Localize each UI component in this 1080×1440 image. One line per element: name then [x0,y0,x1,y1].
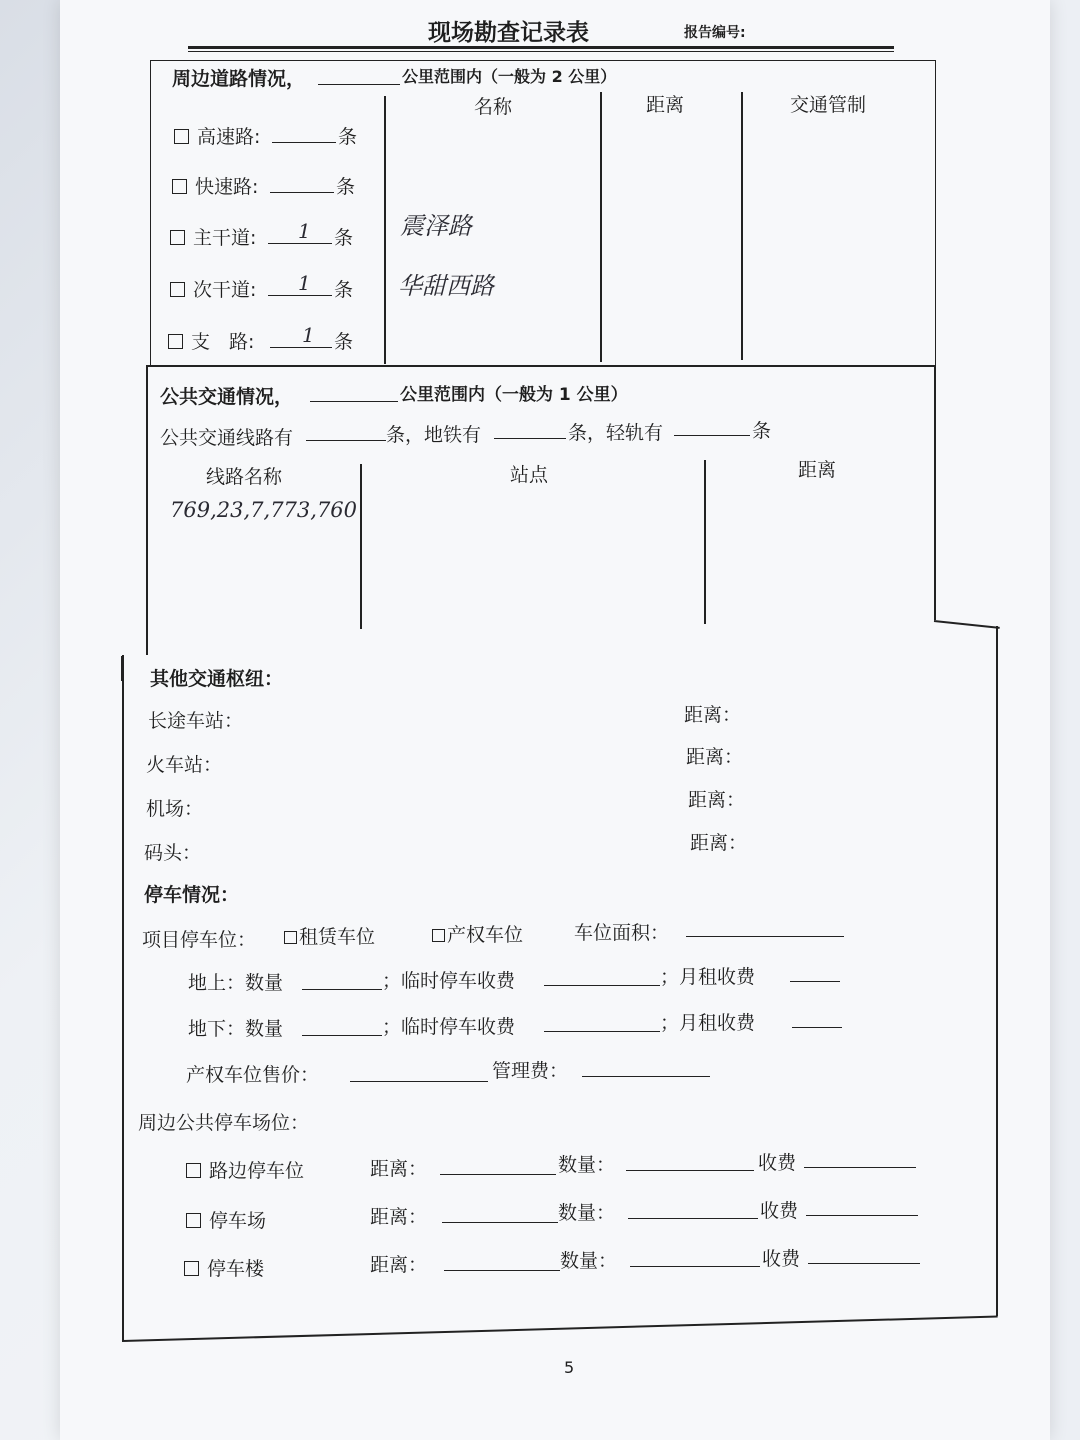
parking-area-label: 车位面积： [574,922,670,944]
public-count-blank [628,1218,758,1219]
public-item-label: 停车楼 [207,1258,265,1280]
underground-temp-fee-blank [544,1031,660,1032]
rent-option [284,922,375,949]
bus-lines-blank [306,440,386,441]
property-option-label: 产权车位 [447,924,524,946]
handwritten-road-name-1: 震泽路 [400,212,472,240]
underground-temp-fee-label: ；临时停车收费 [382,1016,516,1038]
outer-left-upper [146,365,148,655]
public-row-garage [184,1254,264,1281]
public-row-lot [186,1206,266,1233]
road-row-expressway [172,172,258,199]
road-value: 1 [302,323,315,347]
public-distance-label: 距离： [370,1254,428,1276]
public-fee-blank [808,1263,920,1264]
public-count-label: 数量： [558,1154,616,1176]
road-col-distance: 距离 [646,94,685,116]
road-range-blank [318,84,400,85]
road-blank [268,295,332,296]
checkbox[interactable] [170,230,185,245]
road-blank [270,192,334,193]
underground-count-blank [302,1035,382,1036]
mgmt-fee-label: 管理费： [492,1060,569,1082]
property-option [432,920,523,947]
transit-lines-text-3: 条，轻轨有 [568,422,664,444]
project-parking-label: 项目停车位： [142,929,257,951]
road-blank [268,243,332,244]
underground-monthly-fee-label: ；月租收费 [660,1012,756,1034]
transit-lines-text-4: 条 [752,420,772,442]
mgmt-fee-blank [582,1076,710,1077]
road-unit: 条 [334,227,354,249]
public-fee-label: 收费 [762,1248,801,1270]
hub-train-station: 火车站： [146,754,223,776]
light-rail-blank [674,435,750,436]
road-label: 主干道: [193,227,257,249]
checkbox[interactable] [170,282,185,297]
parking-heading: 停车情况： [144,884,240,906]
road-value: 1 [298,219,311,243]
hub-distance-label: 距离： [686,746,744,768]
ground-monthly-fee-blank [790,981,840,982]
ground-temp-fee-label: ；临时停车收费 [382,970,516,992]
road-row-secondary [170,275,256,302]
public-count-blank [630,1266,760,1267]
road-blank [270,347,332,348]
road-unit: 条 [334,331,354,353]
checkbox[interactable] [174,129,189,144]
transit-lines-text-1: 公共交通线路有 [160,427,294,449]
sale-price-label: 产权车位售价： [186,1064,320,1086]
checkbox[interactable] [186,1163,201,1178]
rent-option-label: 租赁车位 [299,926,376,948]
checkbox[interactable] [432,929,445,942]
transit-col-station: 站点 [510,464,549,486]
underground-monthly-fee-blank [792,1027,842,1028]
hub-long-distance-bus: 长途车站： [148,710,244,732]
road-col-traffic: 交通管制 [790,94,867,116]
checkbox[interactable] [284,931,297,944]
outer-right-upper [934,365,936,620]
road-blank [272,142,336,143]
hub-distance-label: 距离： [688,789,746,811]
road-divider-2 [600,92,602,362]
checkbox[interactable] [168,334,183,349]
road-label: 快速路: [195,176,259,198]
transit-heading-prefix: 公共交通情况， [160,386,294,408]
road-divider-3 [741,92,743,360]
public-distance-blank [440,1174,556,1175]
road-row-arterial [170,223,256,250]
road-heading-prefix: 周边道路情况， [172,68,306,90]
hub-distance-label: 距离： [684,704,742,726]
road-row-branch [168,327,254,354]
ground-monthly-fee-label: ；月租收费 [660,966,756,988]
sale-price-blank [350,1081,488,1082]
public-fee-label: 收费 [758,1152,797,1174]
checkbox[interactable] [186,1213,201,1228]
road-col-name: 名称 [474,96,513,118]
ground-count-blank [302,989,382,990]
public-fee-blank [804,1167,916,1168]
handwritten-routes: 769,23,7,773,760 [170,498,358,522]
checkbox[interactable] [172,179,187,194]
page-number: 5 [564,1358,575,1377]
header-rule-thin [188,51,894,52]
hubs-heading: 其他交通枢纽： [150,668,284,690]
public-distance-blank [444,1270,560,1271]
public-count-blank [626,1170,754,1171]
ground-temp-fee-blank [544,985,660,986]
handwritten-road-name-2: 华甜西路 [398,272,494,300]
transit-divider-2 [704,460,706,624]
hub-pier: 码头： [144,842,202,864]
public-count-label: 数量： [558,1202,616,1224]
section-divider [146,365,936,367]
parking-area-blank [686,936,844,937]
road-unit: 条 [336,176,356,198]
transit-col-route: 线路名称 [206,466,283,488]
public-fee-label: 收费 [760,1200,799,1222]
public-distance-label: 距离： [370,1158,428,1180]
underground-count-label: 地下：数量 [188,1018,284,1040]
road-label: 次干道: [193,279,257,301]
checkbox[interactable] [184,1261,199,1276]
outer-left-lower [122,655,124,1341]
header-rule [188,46,894,49]
road-unit: 条 [338,126,358,148]
public-parking-heading: 周边公共停车场位： [138,1112,310,1134]
outer-right-lower [996,626,998,1316]
road-label: 高速路: [197,126,261,148]
road-divider-1 [384,96,386,364]
hub-distance-label: 距离： [690,832,748,854]
public-count-label: 数量： [560,1250,618,1272]
transit-col-distance: 距离 [798,459,837,481]
public-fee-blank [806,1215,918,1216]
ground-count-label: 地上：数量 [188,972,284,994]
road-row-highway [174,122,260,149]
road-unit: 条 [334,279,354,301]
public-item-label: 路边停车位 [209,1160,305,1182]
transit-divider-1 [360,464,362,629]
road-label: 支 路: [191,331,255,353]
public-distance-blank [442,1222,558,1223]
road-heading-suffix: 公里范围内（一般为 2 公里） [402,67,617,86]
road-value: 1 [298,271,311,295]
transit-range-blank [310,401,398,402]
transit-lines-text-2: 条，地铁有 [386,424,482,446]
form-title: 现场勘查记录表 [428,20,589,46]
public-row-roadside [186,1156,304,1183]
transit-heading-suffix: 公里范围内（一般为 1 公里） [400,385,628,405]
public-item-label: 停车场 [209,1210,267,1232]
report-number-label: 报告编号: [684,25,746,41]
metro-blank [494,438,566,439]
public-distance-label: 距离： [370,1206,428,1228]
hub-airport: 机场： [146,798,204,820]
